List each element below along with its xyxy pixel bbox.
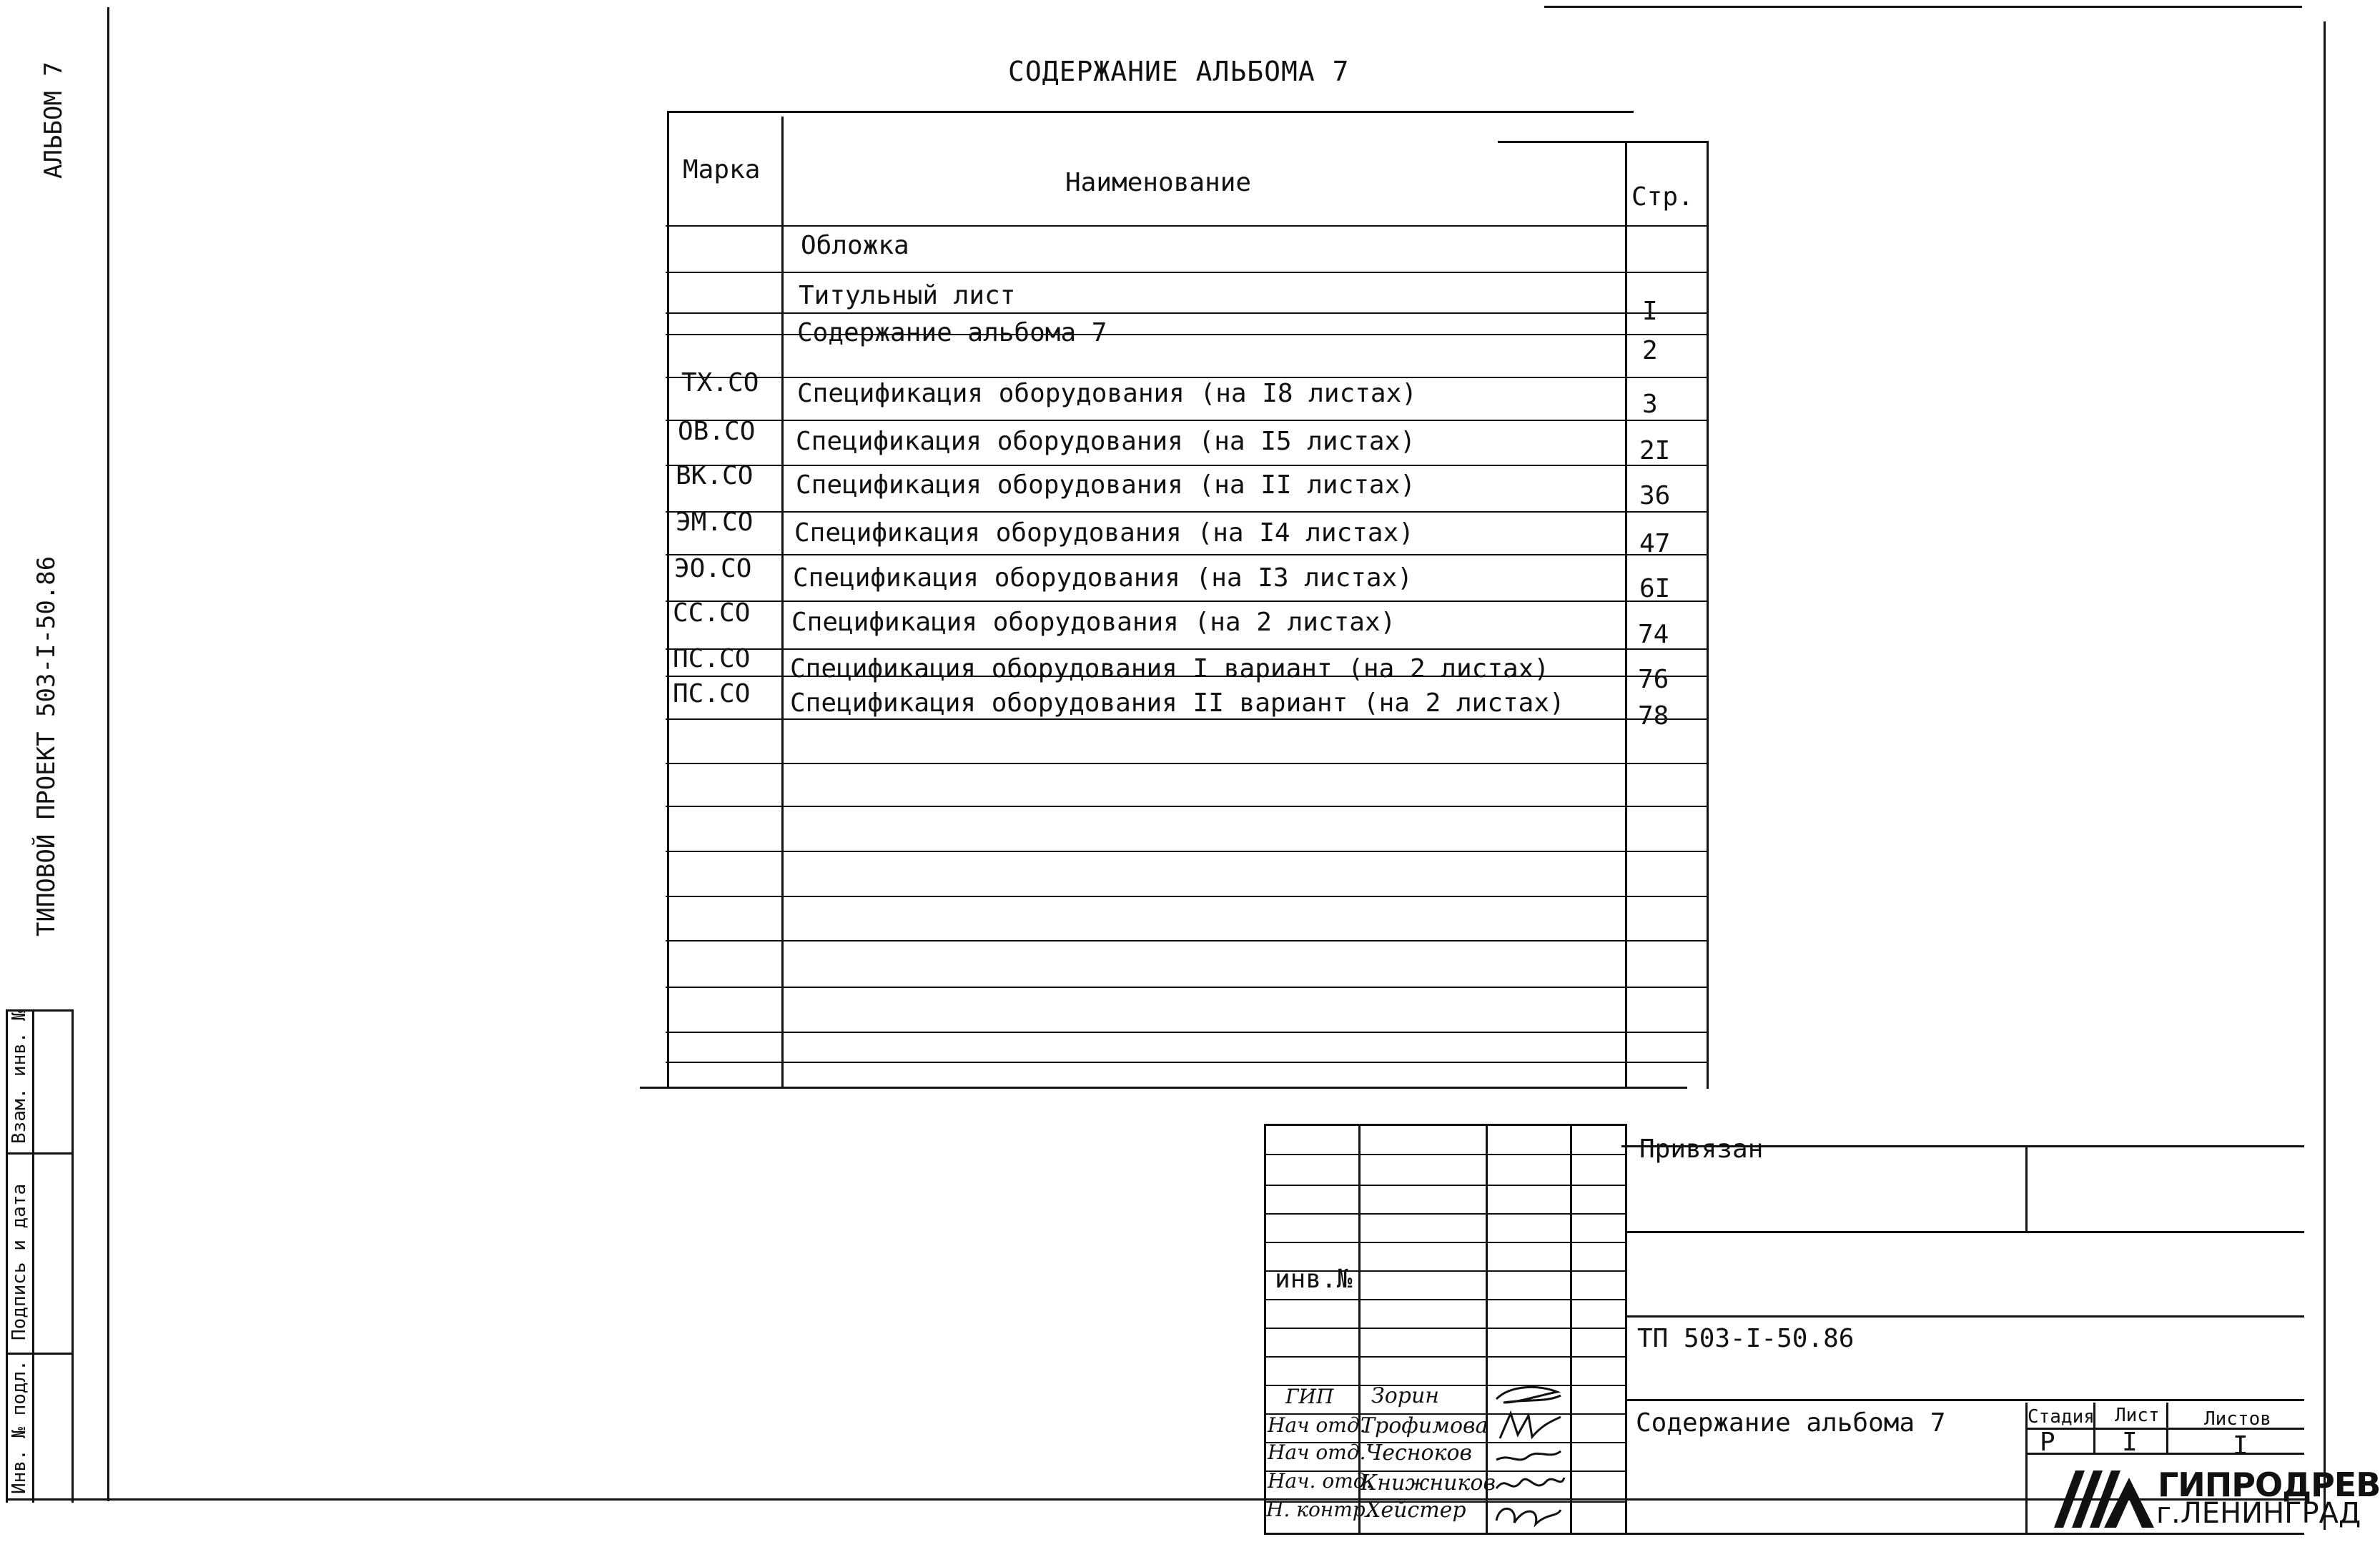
row-name: Спецификация оборудования (на II листах) xyxy=(796,470,1416,500)
tb-row-title-top xyxy=(1625,1399,2304,1401)
logo-mark-icon xyxy=(2050,1467,2158,1531)
table-row-line xyxy=(666,600,1708,602)
project-code: ТП 503-I-50.86 xyxy=(1637,1324,1855,1353)
table-row-line xyxy=(666,851,1708,852)
frame-left-line xyxy=(107,7,109,1501)
contents-table xyxy=(640,111,1709,1089)
table-row-line xyxy=(666,940,1708,941)
table-row-line xyxy=(666,718,1708,720)
row-page: 76 xyxy=(1638,665,1669,694)
table-row-line xyxy=(666,648,1708,650)
table-row-line xyxy=(666,554,1708,555)
table-row-line xyxy=(666,987,1708,988)
tb-row-bound-bottom xyxy=(1625,1231,2304,1233)
row-name: Титульный лист xyxy=(799,281,1016,310)
table-bottom-border xyxy=(640,1087,1687,1089)
stamp-box-mid xyxy=(32,1009,34,1503)
sig-name: Хейстер xyxy=(1366,1498,1466,1523)
table-row-line xyxy=(666,272,1708,273)
sig-role: ГИП xyxy=(1285,1385,1334,1408)
sig-role: Нач отд. xyxy=(1268,1440,1366,1464)
tb-grid-line xyxy=(1264,1213,1625,1215)
sheets-label: Листов xyxy=(2204,1408,2271,1430)
row-page: 2 xyxy=(1642,336,1658,365)
tb-row-code-top xyxy=(1625,1315,2304,1318)
tb-grid-line xyxy=(1264,1185,1625,1186)
row-page: 74 xyxy=(1638,620,1669,649)
frame-top-line xyxy=(1544,6,2302,8)
stage-value: Р xyxy=(2040,1428,2055,1457)
sig-role: Нач. отд. xyxy=(1268,1469,1373,1493)
row-name: Содержание альбома 7 xyxy=(797,318,1107,347)
table-top-border xyxy=(668,111,1634,113)
table-col2-border xyxy=(1625,141,1627,1089)
header-name: Наименование xyxy=(1065,168,1252,197)
row-page: 3 xyxy=(1642,390,1658,419)
row-name: Спецификация оборудования II вариант (на 2 листах) xyxy=(790,688,1565,718)
tb-grid-line xyxy=(1264,1328,1625,1329)
table-right-border xyxy=(1707,143,1709,1089)
tb-grid-line xyxy=(1264,1242,1625,1243)
logo-main-text: ГИПРОДРЕВ xyxy=(2158,1465,2380,1504)
sig-role: Н. контр. xyxy=(1266,1498,1372,1521)
tb-grid-line xyxy=(1264,1356,1625,1358)
logo-sub-text: г.ЛЕНИНГРАД xyxy=(2156,1497,2361,1530)
sheet-title: Содержание альбома 7 xyxy=(1636,1408,1946,1438)
stamp-box-sep1 xyxy=(7,1152,73,1155)
row-mark: ЭО.СО xyxy=(674,554,752,583)
row-name: Спецификация оборудования (на I5 листах) xyxy=(796,427,1416,456)
tb-col4 xyxy=(1625,1124,1627,1535)
sig-name: Книжников xyxy=(1361,1471,1496,1496)
stamp-box-right xyxy=(71,1009,74,1503)
row-mark: ПС.СО xyxy=(673,644,751,673)
sheet-label: Лист xyxy=(2115,1405,2160,1426)
table-top-border-right xyxy=(1498,141,1709,143)
row-page: 6I xyxy=(1639,574,1671,603)
bound-label: Привязан xyxy=(1639,1135,1764,1164)
handwritten-signatures xyxy=(1489,1381,1568,1531)
stamp-box-signature: Подпись и дата xyxy=(9,1183,30,1340)
table-row-line xyxy=(666,225,1708,227)
tb-bottom xyxy=(1264,1533,2304,1535)
stamp-box-inv: Инв. № подл. xyxy=(9,1360,30,1494)
stamp-box-replace: Взам. инв. № xyxy=(9,1009,30,1144)
sig-name: Зорин xyxy=(1371,1383,1440,1408)
row-mark: ЭМ.СО xyxy=(676,508,754,537)
tb-stage-bottom xyxy=(2025,1453,2304,1455)
row-name: Спецификация оборудования (на I8 листах) xyxy=(797,379,1417,408)
sig-name: Чесноков xyxy=(1366,1440,1473,1465)
company-logo xyxy=(2022,1460,2380,1531)
tb-grid-line xyxy=(1264,1154,1625,1155)
tb-col5 xyxy=(2025,1145,2028,1231)
row-name: Спецификация оборудования (на I4 листах) xyxy=(794,518,1414,548)
header-mark: Марка xyxy=(683,155,761,184)
page-title: СОДЕРЖАНИЕ АЛЬБОМА 7 xyxy=(1008,56,1350,87)
row-page: 36 xyxy=(1639,481,1671,510)
header-page: Стр. xyxy=(1631,182,1694,212)
row-name: Спецификация оборудования (на 2 листах) xyxy=(791,608,1396,637)
table-col1-border xyxy=(781,117,784,1089)
table-row-line xyxy=(666,1062,1708,1063)
table-row-line xyxy=(666,1032,1708,1033)
table-row-line xyxy=(666,420,1708,421)
album-label: АЛЬБОМ 7 xyxy=(39,61,68,179)
table-row-line xyxy=(666,465,1708,466)
sig-name: Трофимова xyxy=(1361,1413,1488,1438)
inv-label: инв.№ xyxy=(1275,1265,1353,1294)
table-row-line xyxy=(666,763,1708,764)
sheet-value: I xyxy=(2122,1428,2138,1457)
row-mark: ПС.СО xyxy=(673,679,751,708)
table-row-line xyxy=(666,896,1708,897)
table-left-border xyxy=(667,111,669,1089)
row-mark: ОВ.СО xyxy=(678,417,756,446)
row-page: I xyxy=(1642,297,1658,326)
frame-right-line xyxy=(2324,21,2326,1530)
row-name: Спецификация оборудования I вариант (на 2 листах) xyxy=(790,654,1550,683)
row-name: Обложка xyxy=(801,231,909,260)
sheets-value: I xyxy=(2233,1431,2248,1460)
row-mark: ВК.СО xyxy=(676,461,754,490)
stamp-box-left xyxy=(6,1009,8,1503)
stage-label: Стадия xyxy=(2028,1406,2095,1428)
table-row-line xyxy=(666,806,1708,807)
stamp-box-sep2 xyxy=(7,1353,73,1355)
tb-grid-line xyxy=(1264,1299,1625,1300)
row-page: 47 xyxy=(1639,529,1671,558)
table-row-line xyxy=(666,377,1708,378)
sig-role: Нач отд. xyxy=(1268,1413,1366,1437)
project-label: ТИПОВОЙ ПРОЕКТ 503-I-50.86 xyxy=(32,555,61,936)
title-block xyxy=(1264,1124,2380,1535)
row-page: 2I xyxy=(1639,436,1671,465)
table-row-line xyxy=(666,312,1708,314)
row-name: Спецификация оборудования (на I3 листах) xyxy=(793,563,1413,593)
row-page: 78 xyxy=(1638,701,1669,731)
table-row-line xyxy=(666,511,1708,513)
row-mark: СС.СО xyxy=(673,598,751,628)
row-mark: ТХ.СО xyxy=(681,368,759,397)
